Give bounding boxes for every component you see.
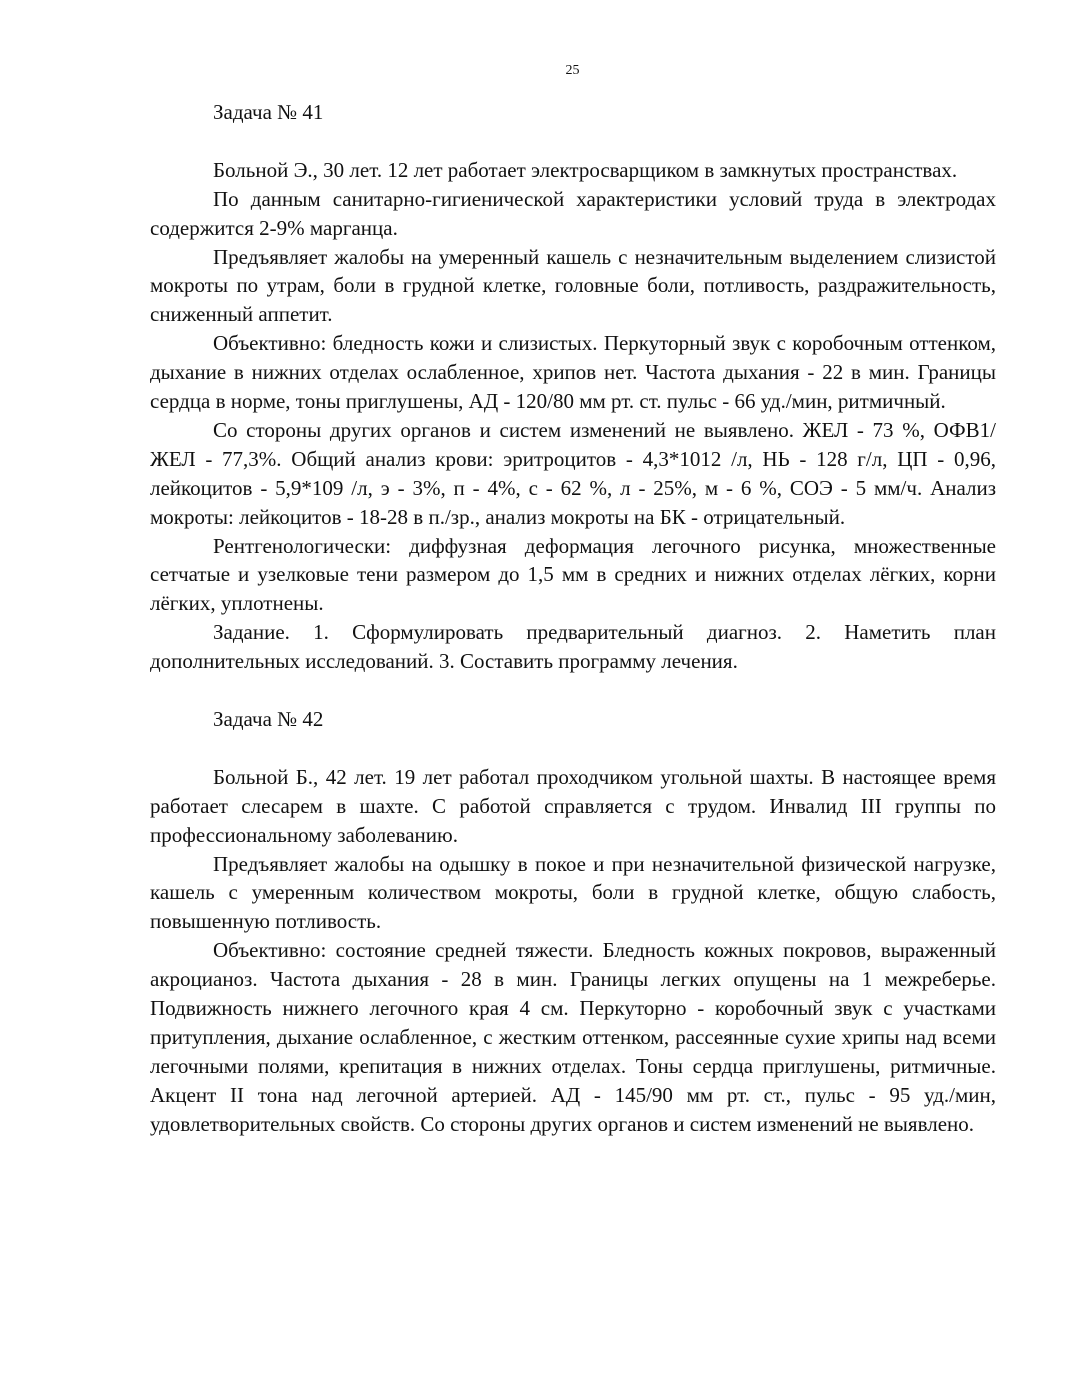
- page-content: [150, 98, 996, 1139]
- task-paragraph: Объективно: состояние средней тяжести. Бледность кожных покровов, выраженный акроцианоз. Частота дыхания - 28 в мин. Границы легких опущены на 1 межреберье. Подвижность нижнего легочного края 4 см. Перкуторно - коробочный звук с участками притупления, дыхание ослабленное, с жестким оттенком, рассеянные сухие хрипы над всеми легочными полями, крепитация в нижних отделах. Тоны сердца приглушены, ритмичные. Акцент II тона над легочной артерией. АД - 145/90 мм рт. ст., пульс - 95 уд./мин, удовлетворительных свойств. Со стороны других органов и систем изменений не выявлено.: [150, 938, 996, 1136]
- task-paragraph: Больной Э., 30 лет. 12 лет работает электросварщиком в замкнутых пространствах.: [213, 157, 958, 182]
- task-41: [150, 98, 996, 676]
- task-title: Задача № 42: [213, 707, 324, 731]
- task-title: Задача № 41: [213, 100, 324, 124]
- task-paragraph: Больной Б., 42 лет. 19 лет работал проходчиком угольной шахты. В настоящее время работает слесарем в шахте. С работой справляется с трудом. Инвалид III группы по профессиональному заболеванию.: [150, 764, 996, 847]
- page-number: 25: [565, 63, 580, 78]
- task-paragraph: Рентгенологически: диффузная деформация легочного рисунка, множественные сетчатые и узелковые тени размером до 1,5 мм в средних и нижних отделах лёгких, корни лёгких, уплотнены.: [150, 533, 996, 616]
- task-paragraph: Предъявляет жалобы на одышку в покое и при незначительной физической нагрузке, кашель с умеренным количеством мокроты, боли в грудной клетке, общую слабость, повышенную потливость.: [150, 851, 996, 934]
- task-paragraph: Объективно: бледность кожи и слизистых. Перкуторный звук с коробочным оттенком, дыхание в нижних отделах ослабленное, хрипов нет. Частота дыхания - 22 в мин. Границы сердца в норме, тоны приглушены, АД - 120/80 мм рт. ст. пульс - 66 уд./мин, ритмичный.: [150, 331, 996, 414]
- task-paragraph: Со стороны других органов и систем изменений не выявлено. ЖЕЛ - 73 %, ОФВ1/ЖЕЛ - 77,3%. Общий анализ крови: эритроцитов - 4,3*1012 /л, НЬ - 128 г/л, ЦП - 0,96, лейкоцитов - 5,9*109 /л, э - 3%, п - 4%, с - 62 %, л - 25%, м - 6 %, СОЭ - 5 мм/ч. Анализ мокроты: лейкоцитов - 18-28 в п./зр., анализ мокроты на БК - отрицательный.: [150, 417, 996, 529]
- task-paragraph: Предъявляет жалобы на умеренный кашель с незначительным выделением слизистой мокроты по утрам, боли в грудной клетке, головные боли, потливость, раздражительность, сниженный аппетит.: [150, 244, 996, 327]
- task-assignment: Задание. 1. Сформулировать предварительный диагноз. 2. Наметить план дополнительных исследований. 3. Составить программу лечения.: [150, 620, 996, 674]
- task-paragraph: По данным санитарно-гигиенической характеристики условий труда в электродах содержится 2-9% марганца.: [150, 186, 996, 240]
- task-42: [150, 705, 996, 1139]
